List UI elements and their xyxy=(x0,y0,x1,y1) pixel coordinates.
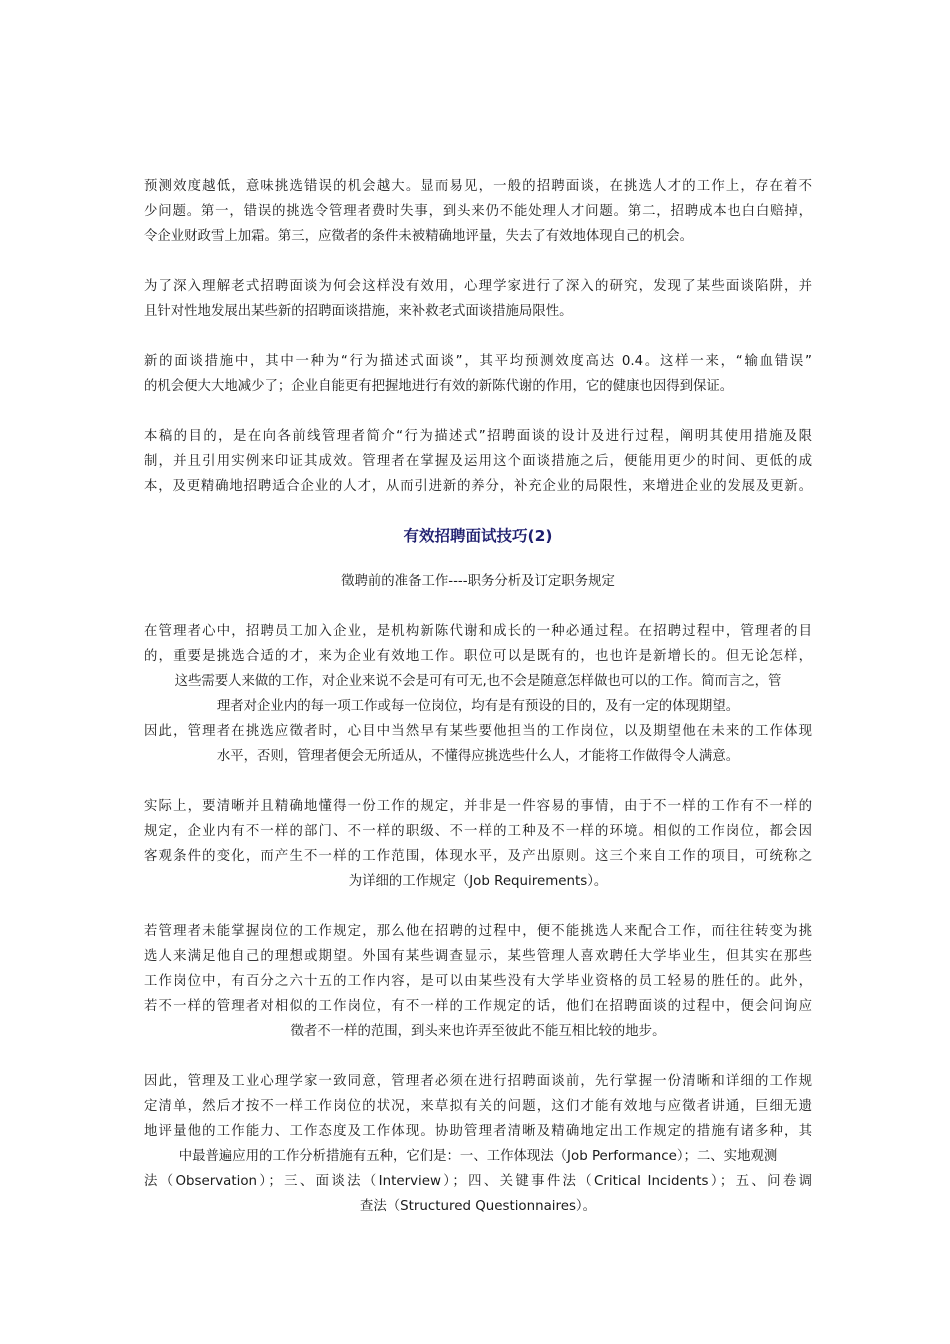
text-line: 法（Observation）；三、面谈法（Interview）；四、关键事件法（Critical Incidents）；五、问卷调 xyxy=(144,1174,812,1189)
text-line: 在管理者心中，招聘员工加入企业，是机构新陈代谢和成长的一种必通过程。在招聘过程中，管理者的目 xyxy=(144,624,812,639)
text-line: 为详细的工作规定（Job Requirements）。 xyxy=(348,874,608,889)
text-line: 为了深入理解老式招聘面谈为何会这样没有效用，心理学家进行了深入的研究，发现了某些面谈陷阱，并 xyxy=(144,279,812,294)
text-line: 客观条件的变化，而产生不一样的工作范围，体现水平，及产出原则。这三个来自工作的项目，可统称之 xyxy=(144,849,812,864)
section-heading: 有效招聘面试技巧(2) xyxy=(403,527,553,545)
text-line: 的，重要是挑选合适的才，来为企业有效地工作。职位可以是既有的，也也许是新增长的。但无论怎样， xyxy=(144,649,812,664)
text-line: 徵者不一样的范围，到头来也许弄至彼此不能互相比较的地步。 xyxy=(290,1024,666,1039)
paragraph-1 xyxy=(144,174,812,249)
article-body xyxy=(144,174,812,1244)
text-line: 查法（Structured Questionnaires）。 xyxy=(359,1199,597,1214)
text-line: 若管理者未能掌握岗位的工作规定，那么他在招聘的过程中，便不能挑选人来配合工作，而往往转变为挑 xyxy=(144,924,812,939)
text-line: 少问题。第一，错误的挑选令管理者费时失事，到头来仍不能处理人才问题。第二，招聘成本也白白赔掉， xyxy=(144,204,812,219)
text-line: 工作岗位中，有百分之六十五的工作内容，是可以由某些没有大学毕业资格的员工轻易的胜任的。此外， xyxy=(144,974,812,989)
text-line: 规定，企业内有不一样的部门、不一样的职级、不一样的工种及不一样的环境。相似的工作岗位，都会因 xyxy=(144,824,812,839)
text-line: 新的面谈措施中，其中一种为“行为描述式面谈”，其平均预测效度高达 0.4。这样一来，“输血错误” xyxy=(144,354,812,369)
text-line: 因此，管理及工业心理学家一致同意，管理者必须在进行招聘面谈前，先行掌握一份清晰和详细的工作规 xyxy=(144,1074,812,1089)
text-line: 预测效度越低，意味挑选错误的机会越大。显而易见，一般的招聘面谈，在挑选人才的工作上，存在着不 xyxy=(144,179,812,194)
text-line: 地评量他的工作能力、工作态度及工作体现。协助管理者清晰及精确地定出工作规定的措施有诸多种，其 xyxy=(144,1124,812,1139)
paragraph-5 xyxy=(144,619,812,769)
text-line: 令企业财政雪上加霜。第三，应徵者的条件未被精确地评量，失去了有效地体现自己的机会。 xyxy=(144,229,694,244)
text-line: 且针对性地发展出某些新的招聘面谈措施，来补救老式面谈措施局限性。 xyxy=(144,304,573,319)
paragraph-8 xyxy=(144,1069,812,1219)
text-line: 中最普遍应用的工作分析措施有五种，它们是：一、工作体现法（Job Performance）；二、实地观测 xyxy=(178,1149,778,1164)
paragraph-6 xyxy=(144,794,812,894)
text-line: 制，并且引用实例来印证其成效。管理者在掌握及运用这个面谈措施之后，便能用更少的时间、更低的成 xyxy=(144,454,812,469)
text-line: 定清单，然后才按不一样工作岗位的状况，来草拟有关的问题，这们才能有效地与应徵者讲通，巨细无遗 xyxy=(144,1099,812,1114)
text-line: 因此，管理者在挑选应徵者时，心目中当然早有某些要他担当的工作岗位，以及期望他在未来的工作体现 xyxy=(144,724,812,739)
text-line: 选人来满足他自己的理想或期望。外国有某些调查显示，某些管理人喜欢聘任大学毕业生，但其实在那些 xyxy=(144,949,812,964)
paragraph-4 xyxy=(144,424,812,499)
text-line: 本稿的目的，是在向各前线管理者简介“行为描述式”招聘面谈的设计及进行过程，阐明其使用措施及限 xyxy=(144,429,812,444)
text-line: 若不一样的管理者对相似的工作岗位，有不一样的工作规定的话，他们在招聘面谈的过程中，便会问询应 xyxy=(144,999,812,1014)
text-line: 的机会便大大地减少了；企业自能更有把握地进行有效的新陈代谢的作用，它的健康也因得到保证。 xyxy=(144,379,734,394)
text-line: 本，及更精确地招聘适合企业的人才，从而引进新的养分，补充企业的局限性，来增进企业的发展及更新。 xyxy=(144,479,812,494)
paragraph-3 xyxy=(144,349,812,399)
text-line: 这些需要人来做的工作，对企业来说不会是可有可无,也不会是随意怎样做也可以的工作。简而言之，管 xyxy=(174,674,782,689)
paragraph-7 xyxy=(144,919,812,1044)
text-line: 水平，否则，管理者便会无所适从，不懂得应挑选些什么人，才能将工作做得令人满意。 xyxy=(216,749,740,764)
paragraph-2 xyxy=(144,274,812,324)
text-line: 理者对企业内的每一项工作或每一位岗位，均有是有预设的目的，及有一定的体现期望。 xyxy=(216,699,740,714)
section-subheading: 徵聘前的准备工作----职务分析及订定职务规定 xyxy=(341,574,615,589)
text-line: 实际上，要清晰并且精确地懂得一份工作的规定，并非是一件容易的事情，由于不一样的工作有不一样的 xyxy=(144,799,812,814)
